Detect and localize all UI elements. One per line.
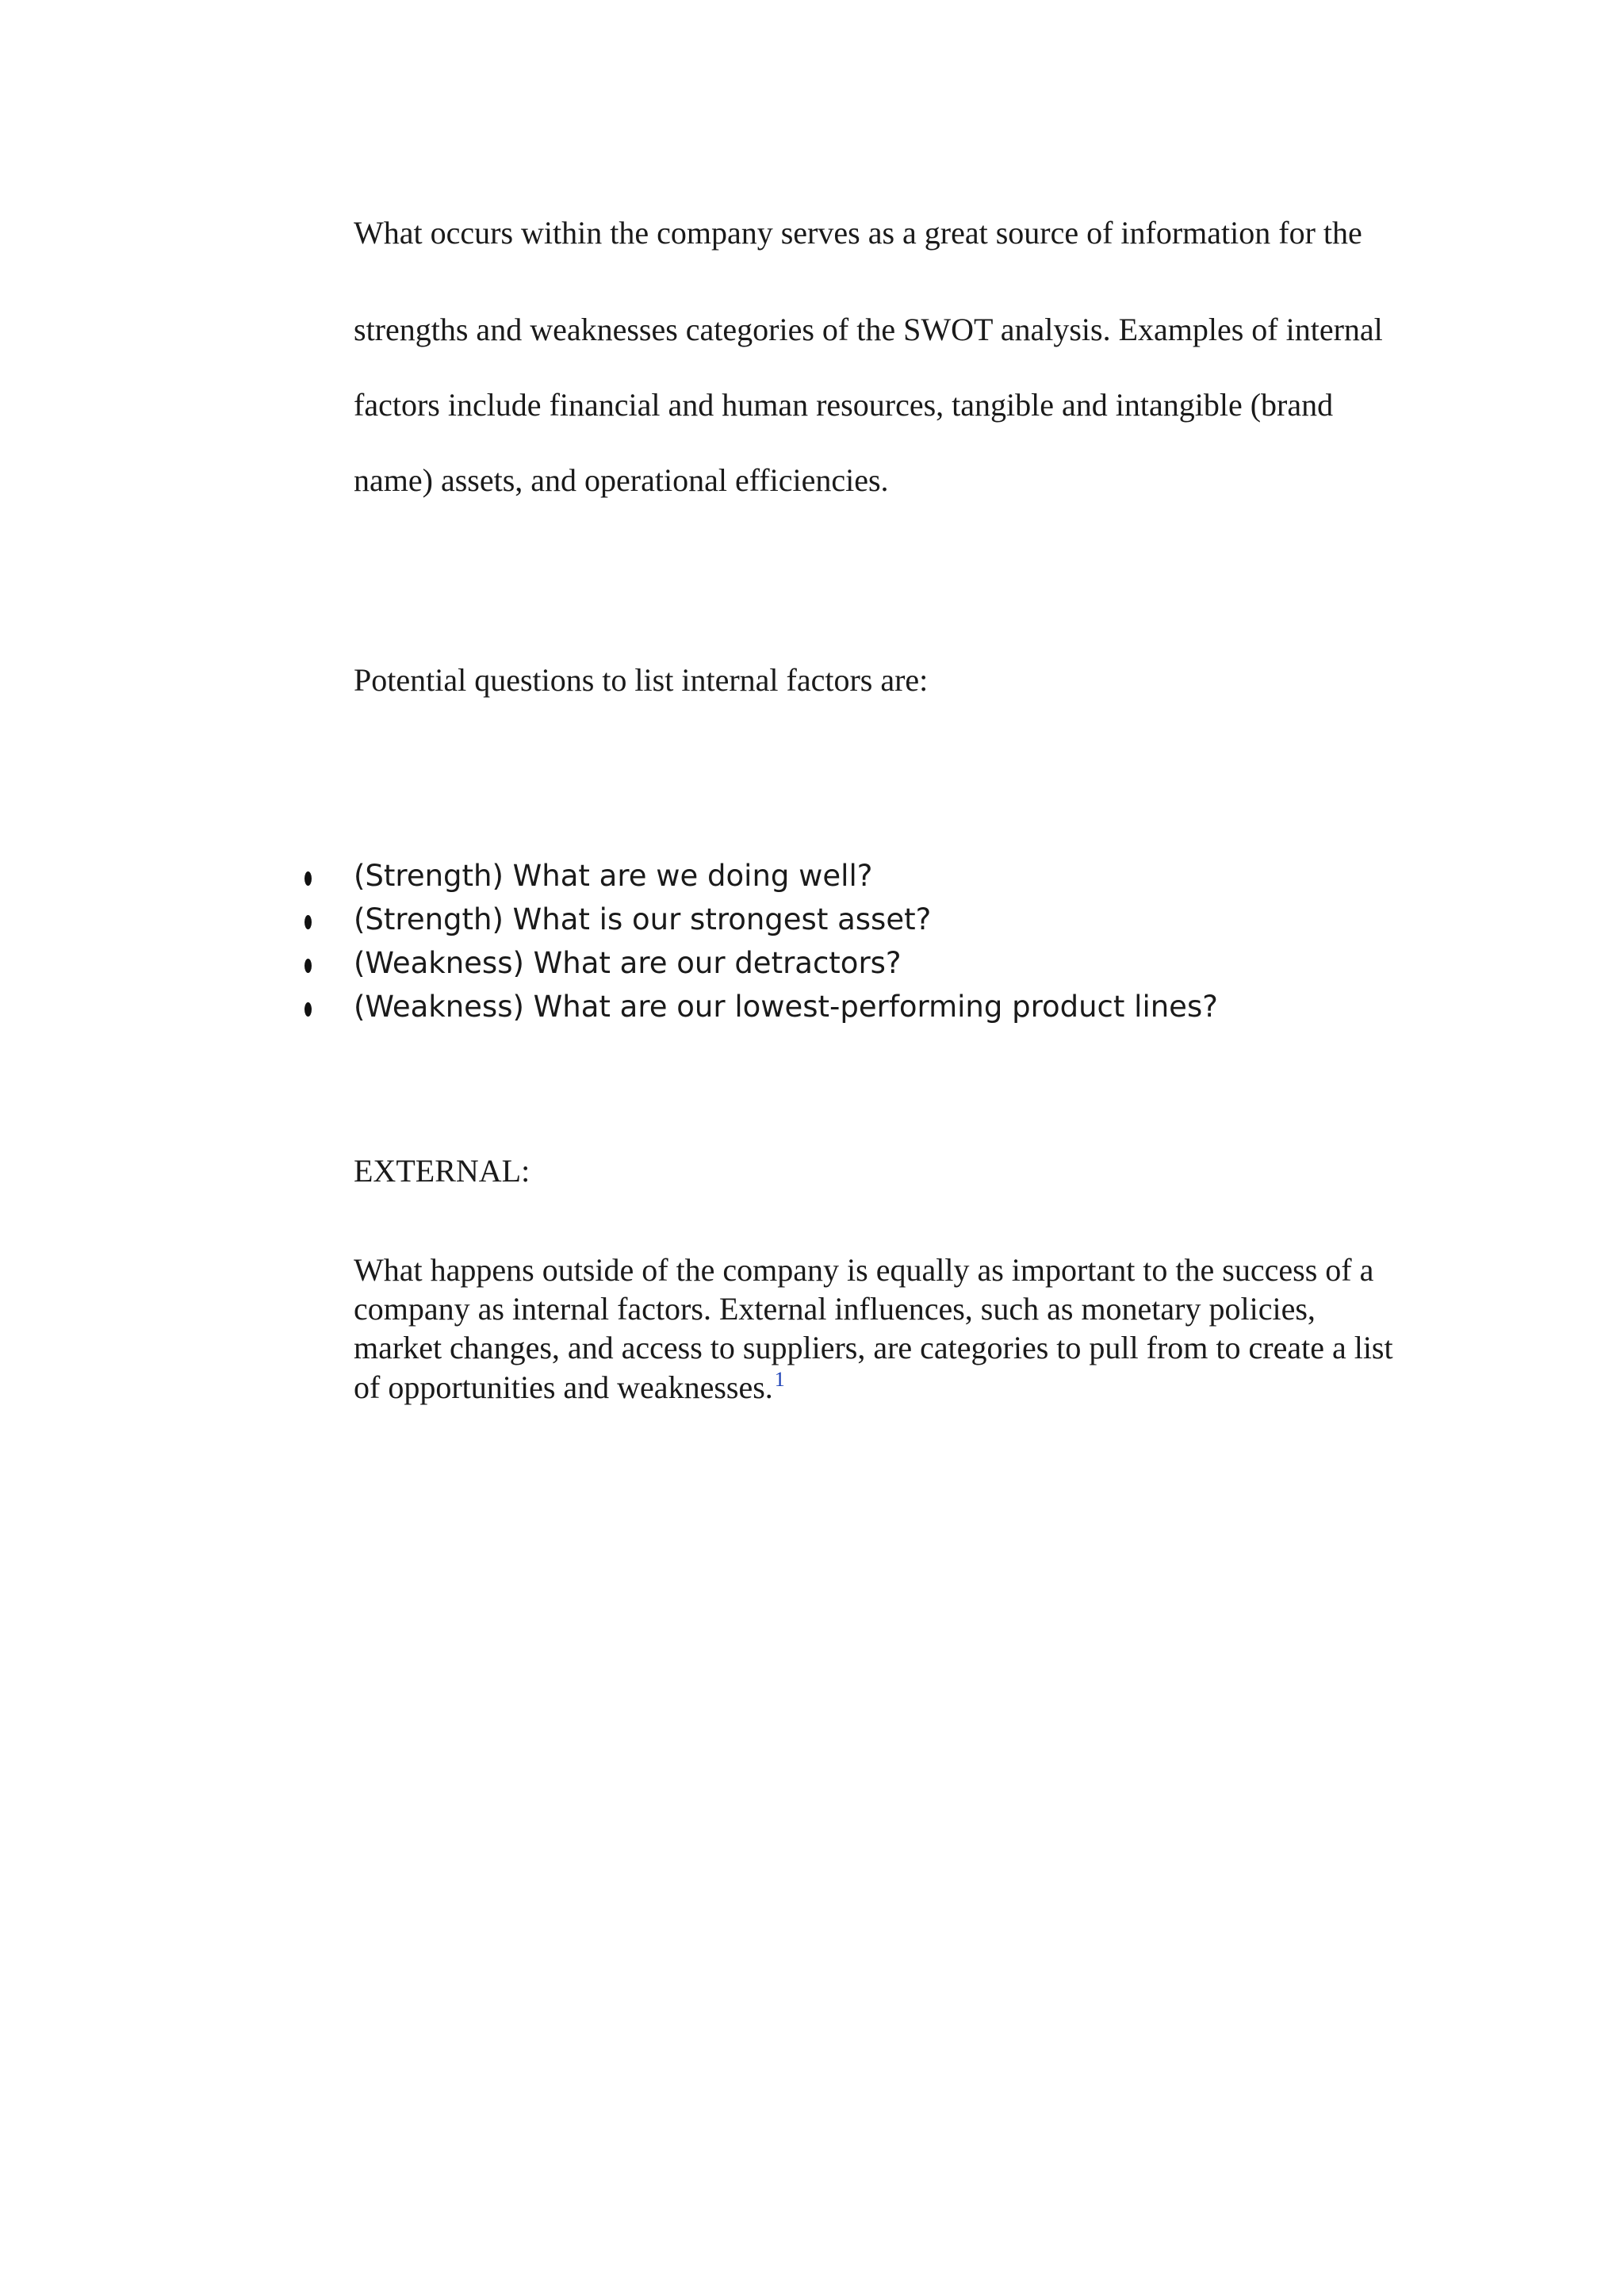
- list-item: [298, 946, 1488, 990]
- bullet-icon: [304, 871, 312, 886]
- list-item-text: (Strength) What is our strongest asset?: [354, 902, 932, 936]
- list-item-text: (Strength) What are we doing well?: [354, 859, 873, 893]
- bullet-icon: [304, 915, 312, 929]
- list-item: [298, 902, 1488, 946]
- list-item: [298, 990, 1488, 1033]
- external-paragraph-line: of opportunities and weaknesses.: [354, 1369, 773, 1405]
- internal-paragraph-line: name) assets, and operational efficiencies.: [354, 462, 889, 498]
- external-paragraph-line: What happens outside of the company is equally as important to the success of a: [354, 1252, 1374, 1288]
- internal-paragraph-line: strengths and weaknesses categories of the SWOT analysis. Examples of internal: [354, 312, 1383, 347]
- external-paragraph-line: company as internal factors. External influences, such as monetary policies,: [354, 1291, 1316, 1327]
- list-item-text: (Weakness) What are our detractors?: [354, 946, 902, 980]
- external-paragraph-last-line: [354, 1368, 785, 1406]
- list-item-text: (Weakness) What are our lowest-performing product lines?: [354, 990, 1218, 1024]
- bullet-icon: [304, 1002, 312, 1017]
- footnote-link[interactable]: 1: [774, 1368, 785, 1391]
- external-paragraph-line: market changes, and access to suppliers, are categories to pull from to create a list: [354, 1330, 1393, 1365]
- internal-paragraph-line: What occurs within the company serves as a great source of information for the: [354, 215, 1362, 251]
- bullet-icon: [304, 959, 312, 973]
- list-item: [298, 859, 1488, 902]
- questions-intro: Potential questions to list internal factors are:: [354, 662, 929, 698]
- external-heading: EXTERNAL:: [354, 1153, 530, 1189]
- internal-paragraph-line: factors include financial and human resources, tangible and intangible (brand: [354, 387, 1334, 423]
- questions-list: [298, 859, 1488, 1033]
